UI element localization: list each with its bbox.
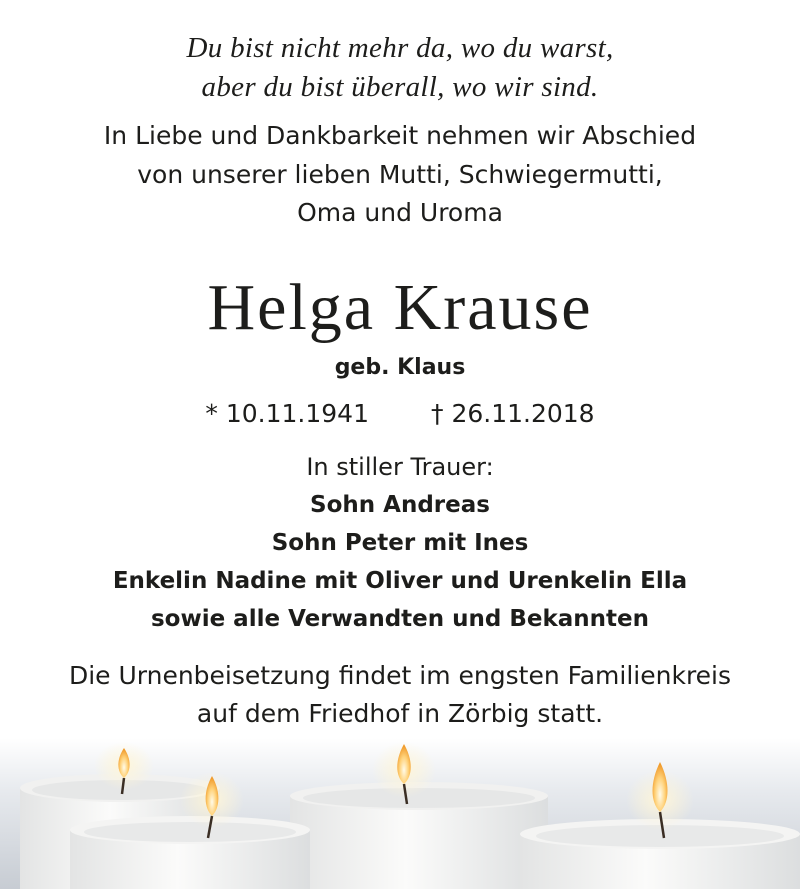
death-date: † 26.11.2018 [431, 399, 595, 428]
mourners-heading: In stiller Trauer: [306, 453, 494, 481]
deceased-name: Helga Krause [207, 271, 593, 344]
quote-line-1: Du bist nicht mehr da, wo du warst, [186, 32, 614, 64]
intro-line-3: Oma und Uroma [297, 198, 503, 227]
burial-info-line-1: Die Urnenbeisetzung findet im engsten Familienkreis [68, 661, 732, 690]
intro-line-1: In Liebe und Dankbarkeit nehmen wir Abschied [103, 121, 697, 150]
mourner-line: sowie alle Verwandten und Bekannten [150, 606, 650, 632]
birth-date: * 10.11.1941 [205, 399, 369, 428]
life-dates [0, 401, 800, 426]
mourner-line: Sohn Andreas [310, 492, 490, 518]
maiden-name: geb. Klaus [334, 355, 466, 380]
candles-image [0, 738, 800, 889]
intro-line-2: von unserer lieben Mutti, Schwiegermutti, [137, 160, 663, 189]
burial-info-line-2: auf dem Friedhof in Zörbig statt. [196, 699, 604, 728]
quote-line-2: aber du bist überall, wo wir sind. [201, 71, 599, 103]
mourner-line: Enkelin Nadine mit Oliver und Urenkelin Ella [112, 568, 688, 594]
mourner-line: Sohn Peter mit Ines [271, 530, 529, 556]
